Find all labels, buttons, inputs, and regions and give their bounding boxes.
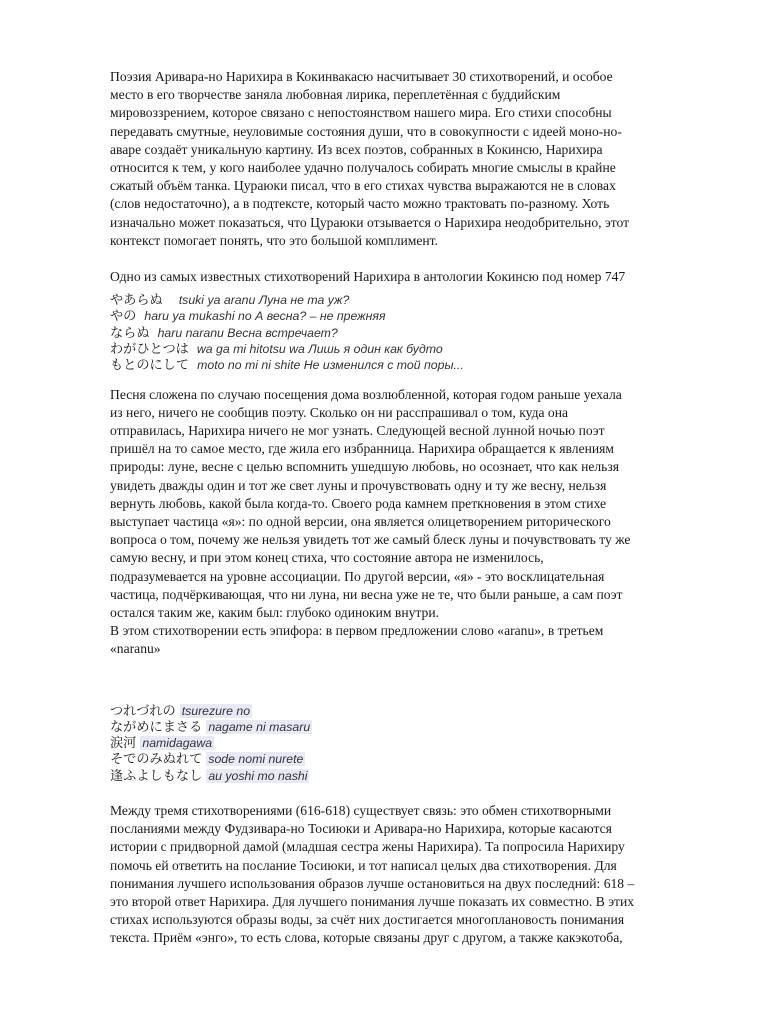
poem-line — [110, 341, 710, 357]
document-page — [110, 68, 710, 948]
text-line: отправилась, Нарихира ничего не мог узнать. Следующей весной лунной ночью поэт — [110, 422, 605, 438]
text-line: остался таким же, каким был: глубоко одиноким внутри. — [110, 604, 440, 620]
text-line: стихах используются образы воды, за счёт них достигается многоплановость понимания — [110, 912, 625, 928]
poem-line-romaji: moto no mi ni shite Не изменился с той поры... — [197, 358, 464, 373]
text-line: самую весну, и при этом конец стиха, что состояние автора не изменилось, — [110, 550, 544, 566]
text-line: мировоззрением, которое связано с непостоянством нашего мира. Его стихи способны — [110, 105, 612, 121]
text-line: природы: луне, весне с целью вспомнить ушедшую любовь, но осознает, что как нельзя — [110, 459, 619, 475]
text-line: место в его творчестве заняла любовная лирика, переплетённая с буддийским — [110, 87, 561, 103]
text-line: передавать смутные, неуловимые состояния души, что в совокупности с идеей моно-но- — [110, 123, 622, 139]
closing-paragraph — [110, 802, 710, 948]
text-line: увидеть дважды один и тот же свет луны и прочувствовать одну и ту же весну, нельзя — [110, 477, 607, 493]
text-line: изначально может показаться, что Цураюки отзывается о Нарихира неодобрительно, этот — [110, 214, 630, 230]
poem-line-japanese: やあらぬ — [110, 293, 163, 309]
poem-line-japanese: そでのみぬれて — [110, 752, 203, 768]
poem-line — [110, 735, 710, 751]
text-line: выступает частица «я»: по одной версии, она является олицетворением риторического — [110, 513, 611, 529]
poem-line — [110, 357, 710, 373]
poem-line — [110, 751, 710, 767]
text-line: частица, подчёркивающая, что ни луна, ни весна уже не те, что были раньше, а сам поэт — [110, 586, 623, 602]
text-line: вопроса о том, почему же нельзя увидеть тот же самый блеск луны и почувствовать ту же — [110, 532, 631, 548]
poem-line-japanese: つれづれの — [110, 703, 176, 719]
text-line: это второй ответ Нарихира. Для лучшего понимания лучше показать их совместно. В этих — [110, 894, 635, 910]
text-line: Поэзия Аривара-но Нарихира в Кокинвакасю насчитывает 30 стихотворений, и особое — [110, 69, 613, 84]
text-line: текста. Приём «энго», то есть слова, которые связаны друг с другом, а также какэкотоба, — [110, 930, 623, 946]
poem-line-romaji: haru ya mukashi no А весна? – не прежняя — [144, 309, 386, 324]
poem-line-romaji: tsuki ya aranu Луна не та уж? — [178, 293, 350, 308]
text-line: подразумевается на уровне ассоциации. По другой версии, «я» - это восклицательная — [110, 568, 605, 584]
poem-line-romaji: wa ga mi hitotsu wa Лишь я один как будто — [196, 341, 443, 356]
story-paragraph — [110, 386, 710, 659]
poem-line — [110, 703, 710, 719]
text-line: помочь ей ответить на послание Тосиюки, и тот написал целых два стихотворения. Для — [110, 857, 617, 873]
poem-line-japanese: 逢ふよしもなし — [110, 768, 203, 784]
text-line: относится к тем, у кого наиболее удачно получалось собирать многие смыслы в крайне — [110, 160, 616, 176]
poem-line-romaji: sode nomi nurete — [208, 752, 304, 767]
poem-line-romaji: au yoshi mo nashi — [208, 768, 308, 783]
poem-line-japanese: 涙河 — [110, 736, 137, 752]
poem-line — [110, 719, 710, 735]
text-line: Песня сложена по случаю посещения дома возлюбленной, которая годом раньше уехала — [110, 386, 622, 402]
text-line: понимания лучшего использования образов лучше остановиться на двух последний: 618 – — [110, 875, 635, 891]
intro-paragraph — [110, 68, 710, 250]
poem-line — [110, 308, 710, 324]
poem-line-japanese: やの — [110, 309, 137, 325]
poem-line-romaji: namidagawa — [142, 736, 213, 751]
text-line: Между тремя стихотворениями (616-618) существует связь: это обмен стихотворными — [110, 803, 612, 819]
poem-747 — [110, 292, 710, 373]
poem-line — [110, 325, 710, 341]
poem-line-japanese: ながめにまさる — [110, 719, 203, 735]
text-line: (слов недостаточно), а в подтексте, который часто можно трактовать по-разному. Хоть — [110, 196, 610, 212]
poem-618 — [110, 703, 710, 784]
poem-line-romaji: haru naranu Весна встречает? — [157, 325, 338, 340]
text-line: аваре создаёт уникальную картину. Из всех поэтов, собранных в Кокинсю, Нарихира — [110, 141, 603, 157]
poem-line — [110, 768, 710, 784]
poem-line — [110, 292, 710, 308]
text-line: вернуть любовь, какой была когда-то. Своего рода камнем преткновения в этом стихе — [110, 495, 607, 511]
text-line: сжатый объём танка. Цураюки писал, что в его стихах чувства выражаются не в словах — [110, 178, 616, 194]
poem-line-japanese: ならぬ — [110, 325, 150, 341]
poem1-lead: Одно из самых известных стихотворений Нарихира в антологии Кокинсю под номер 747 — [110, 269, 626, 285]
text-line: из него, ничего не сообщив поэту. Сколько он ни расспрашивал о том, куда она — [110, 404, 569, 420]
poem-line-romaji: tsurezure no — [181, 703, 251, 718]
text-line: истории с придворной дамой (младшая сестра жены Нарихира). Та попросила Нарихиру — [110, 839, 625, 855]
poem-line-romaji: nagame ni masaru — [208, 719, 311, 734]
text-line: «naranu» — [110, 641, 161, 657]
text-line: В этом стихотворении есть эпифора: в первом предложении слово «aranu», в третьем — [110, 623, 604, 639]
poem-line-japanese: わがひとつは — [110, 341, 189, 357]
text-line: контекст помогает понять, что это большой комплимент. — [110, 232, 438, 248]
text-line: пришёл на то самое место, где жила его избранница. Нарихира обращается к явлениям — [110, 441, 615, 457]
text-line: посланиями между Фудзивара-но Тосиюки и Аривара-но Нарихира, которые касаются — [110, 821, 612, 837]
poem-line-japanese: もとのにして — [110, 358, 190, 374]
